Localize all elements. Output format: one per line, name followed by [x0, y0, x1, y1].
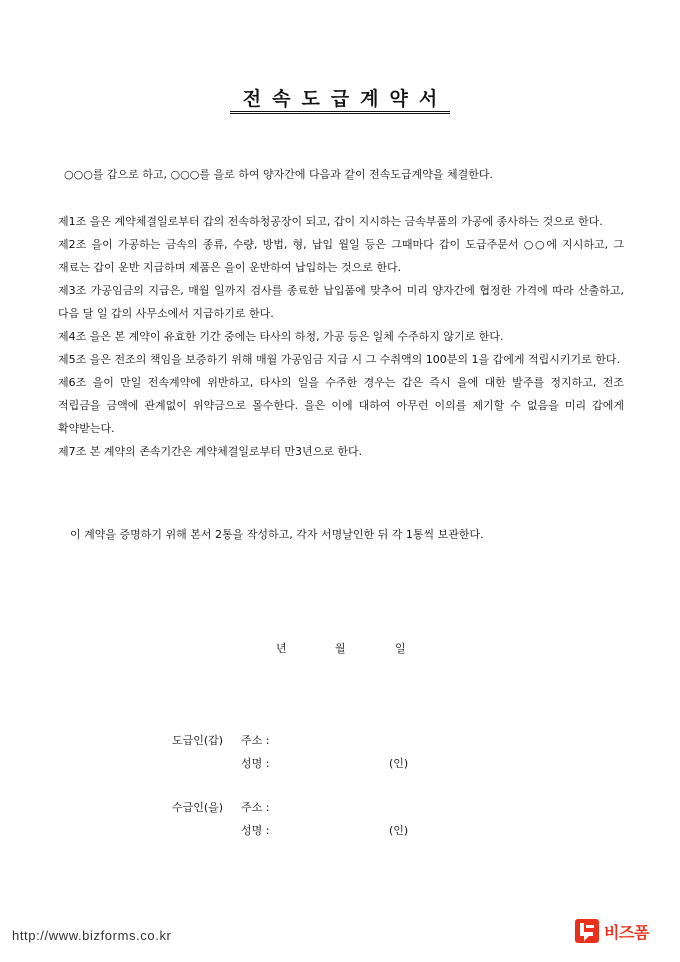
document-title: [0, 84, 680, 111]
contractor-name-label: 성명 :: [241, 757, 270, 770]
contractor-party-label: 도급인(갑): [172, 734, 224, 747]
article-1: 제1조 을은 계약체결일로부터 갑의 전속하청공장이 되고, 갑이 지시하는 금속부품의 가공에 종사하는 것으로 한다.: [58, 215, 603, 228]
subcontractor-party-label: 수급인(을): [172, 801, 224, 814]
bizforms-logo-text: 비즈폼: [604, 922, 649, 942]
contractor-address-label: 주소 :: [241, 734, 270, 747]
date-month-label: 월: [335, 642, 346, 655]
article-3: 제3조 가공임금의 지급은, 매월 일까지 검사를 종료한 납입품에 맞추어 미리 양자간에 협정한 가격에 따라 산출하고, 다음 달 일 갑의 사무소에서 지급하기로 한다.: [58, 284, 624, 320]
subcontractor-name-label: 성명 :: [241, 824, 270, 837]
article-list: [58, 210, 624, 463]
article-4: 제4조 을은 본 계약이 유효한 기간 중에는 타사의 하청, 가공 등은 일체 수주하지 않기로 한다.: [58, 330, 504, 343]
subcontractor-address-label: 주소 :: [241, 801, 270, 814]
article-6: 제6조 을이 만일 전속계약에 위반하고, 타사의 일을 수주한 경우는 갑은 즉시 을에 대한 발주를 정지하고, 전조 적립금을 금액에 관계없이 위약금으로 몰수한다. 을은 이에 대하여 아무런 이의를 제기할 수 없음을 미리 갑에게 확약받는다.: [58, 376, 624, 435]
article-2: 제2조 을이 가공하는 금속의 종류, 수량, 방법, 형, 납입 월일 등은 그때마다 갑이 도급주문서 ○○에 지시하고, 그 재료는 갑이 운반 지급하며 제품은 을이 운반하여 납입하는 것으로 한다.: [58, 238, 624, 274]
date-year-label: 년: [276, 642, 287, 655]
subcontractor-seal: (인): [389, 824, 409, 837]
footer-url[interactable]: http://www.bizforms.co.kr: [12, 928, 172, 943]
bizforms-logo-icon: [574, 918, 600, 944]
document-title-text: 전속도급계약서: [230, 88, 450, 114]
article-7: 제7조 본 계약의 존속기간은 계약체결일로부터 만3년으로 한다.: [58, 445, 363, 458]
date-day-label: 일: [395, 642, 406, 655]
article-5: 제5조 을은 전조의 책임을 보증하기 위해 매월 가공임금 지급 시 그 수취액의 100분의 1을 갑에게 적립시키기로 한다.: [58, 353, 620, 366]
intro-paragraph: ○○○를 갑으로 하고, ○○○를 을로 하여 양자간에 다음과 같이 전속도급계약을 체결한다.: [64, 168, 493, 181]
bizforms-logo: [574, 917, 670, 945]
contractor-seal: (인): [389, 757, 409, 770]
closing-paragraph: 이 계약을 증명하기 위해 본서 2통을 작성하고, 각자 서명날인한 뒤 각 1통씩 보관한다.: [70, 528, 484, 541]
